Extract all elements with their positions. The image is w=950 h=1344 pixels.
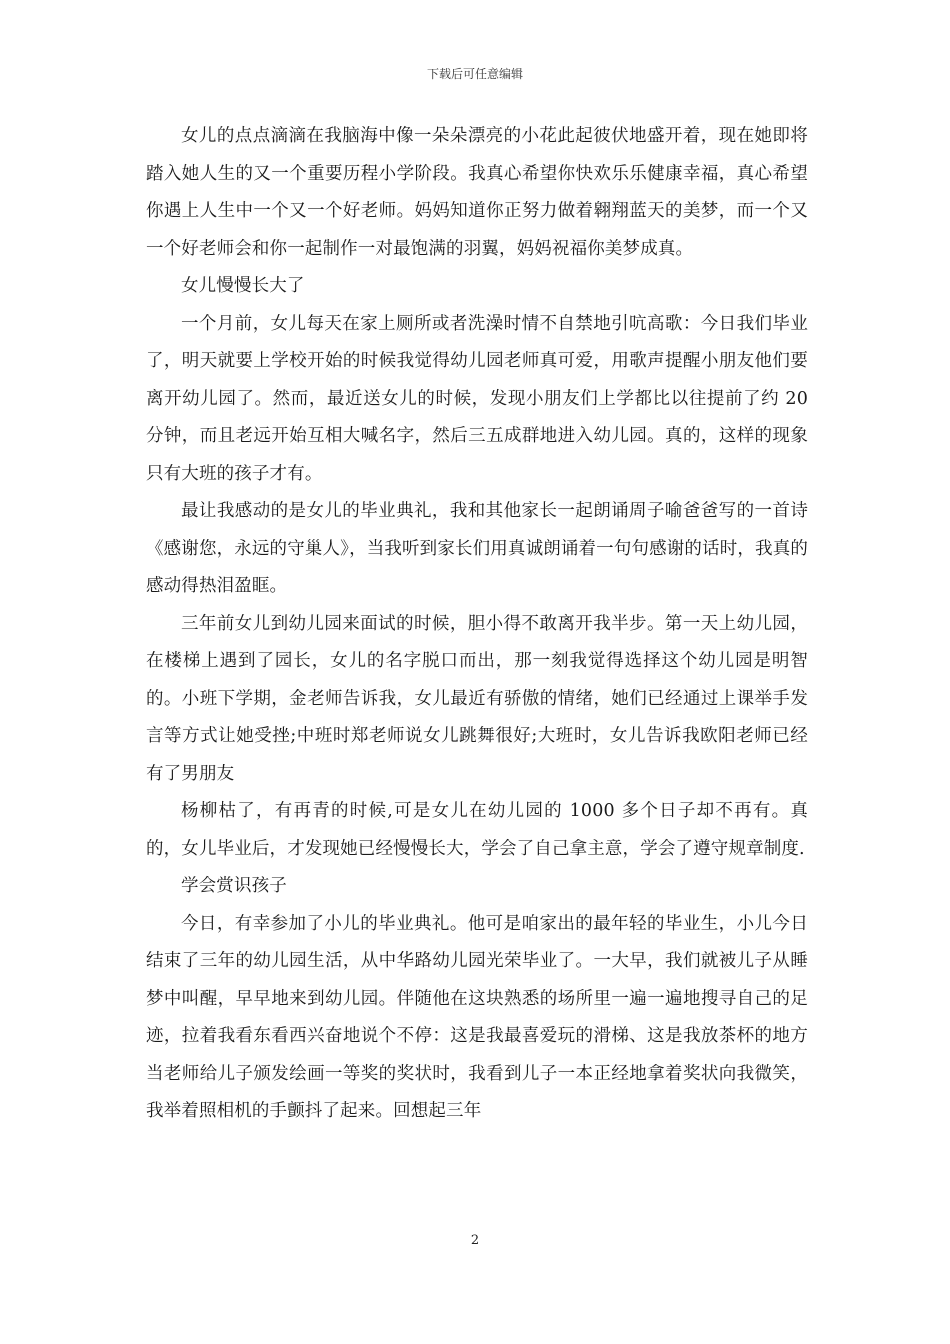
paragraph: 最让我感动的是女儿的毕业典礼，我和其他家长一起朗诵周子喻爸爸写的一首诗《感谢您，永远的守巢人》，当我听到家长们用真诚朗诵着一句句感谢的话时，我真的感动得热泪盈眶。 <box>146 501 808 596</box>
section-heading: 学会赏识孩子 <box>181 876 287 896</box>
paragraph: 今日，有幸参加了小儿的毕业典礼。他可是咱家出的最年轻的毕业生，小儿今日结束了三年的幼儿园生活，从中华路幼儿园光荣毕业了。一大早，我们就被儿子从睡梦中叫醒，早早地来到幼儿园。伴随他在这块熟悉的场所里一遍一遍地搜寻自己的足迹，拉着我看东看西兴奋地说个不停：这是我最喜爱玩的滑梯、这是我放茶杯的地方当老师给儿子颁发绘画一等奖的奖状时，我看到儿子一本正经地拿着奖状向我微笑，我举着照相机的手颤抖了起来。回想起三年 <box>146 913 808 1121</box>
paragraph: 一个月前，女儿每天在家上厕所或者洗澡时情不自禁地引吭高歌：今日我们毕业了，明天就要上学校开始的时候我觉得幼儿园老师真可爱，用歌声提醒小朋友他们要离开幼儿园了。然而，最近送女儿的时候，发现小朋友们上学都比以往提前了约 20 分钟，而且老远开始互相大喊名字，然后三五成群地进入幼儿园。真的，这样的现象只有大班的孩子才有。 <box>146 313 808 484</box>
page-number: 2 <box>470 1233 480 1248</box>
paragraph: 杨柳枯了，有再青的时候,可是女儿在幼儿园的 1000 多个日子却不再有。真的，女儿毕业后，才发现她已经慢慢长大，学会了自己拿主意，学会了遵守规章制度. <box>146 801 808 859</box>
paragraph: 三年前女儿到幼儿园来面试的时候，胆小得不敢离开我半步。第一天上幼儿园，在楼梯上遇到了园长，女儿的名字脱口而出，那一刻我觉得选择这个幼儿园是明智的。小班下学期，金老师告诉我，女儿最近有骄傲的情绪，她们已经通过上课举手发言等方式让她受挫;中班时郑老师说女儿跳舞很好;大班时，女儿告诉我欧阳老师已经有了男朋友 <box>146 613 808 784</box>
page-header: 下载后可任意编辑 <box>426 67 523 81</box>
section-heading: 女儿慢慢长大了 <box>181 276 305 296</box>
document-body <box>146 118 808 1131</box>
paragraph: 女儿的点点滴滴在我脑海中像一朵朵漂亮的小花此起彼伏地盛开着，现在她即将踏入她人生的又一个重要历程小学阶段。我真心希望你快欢乐乐健康幸福，真心希望你遇上人生中一个又一个好老师。妈妈知道你正努力做着翱翔蓝天的美梦，而一个又一个好老师会和你一起制作一对最饱满的羽翼，妈妈祝福你美梦成真。 <box>146 126 808 259</box>
